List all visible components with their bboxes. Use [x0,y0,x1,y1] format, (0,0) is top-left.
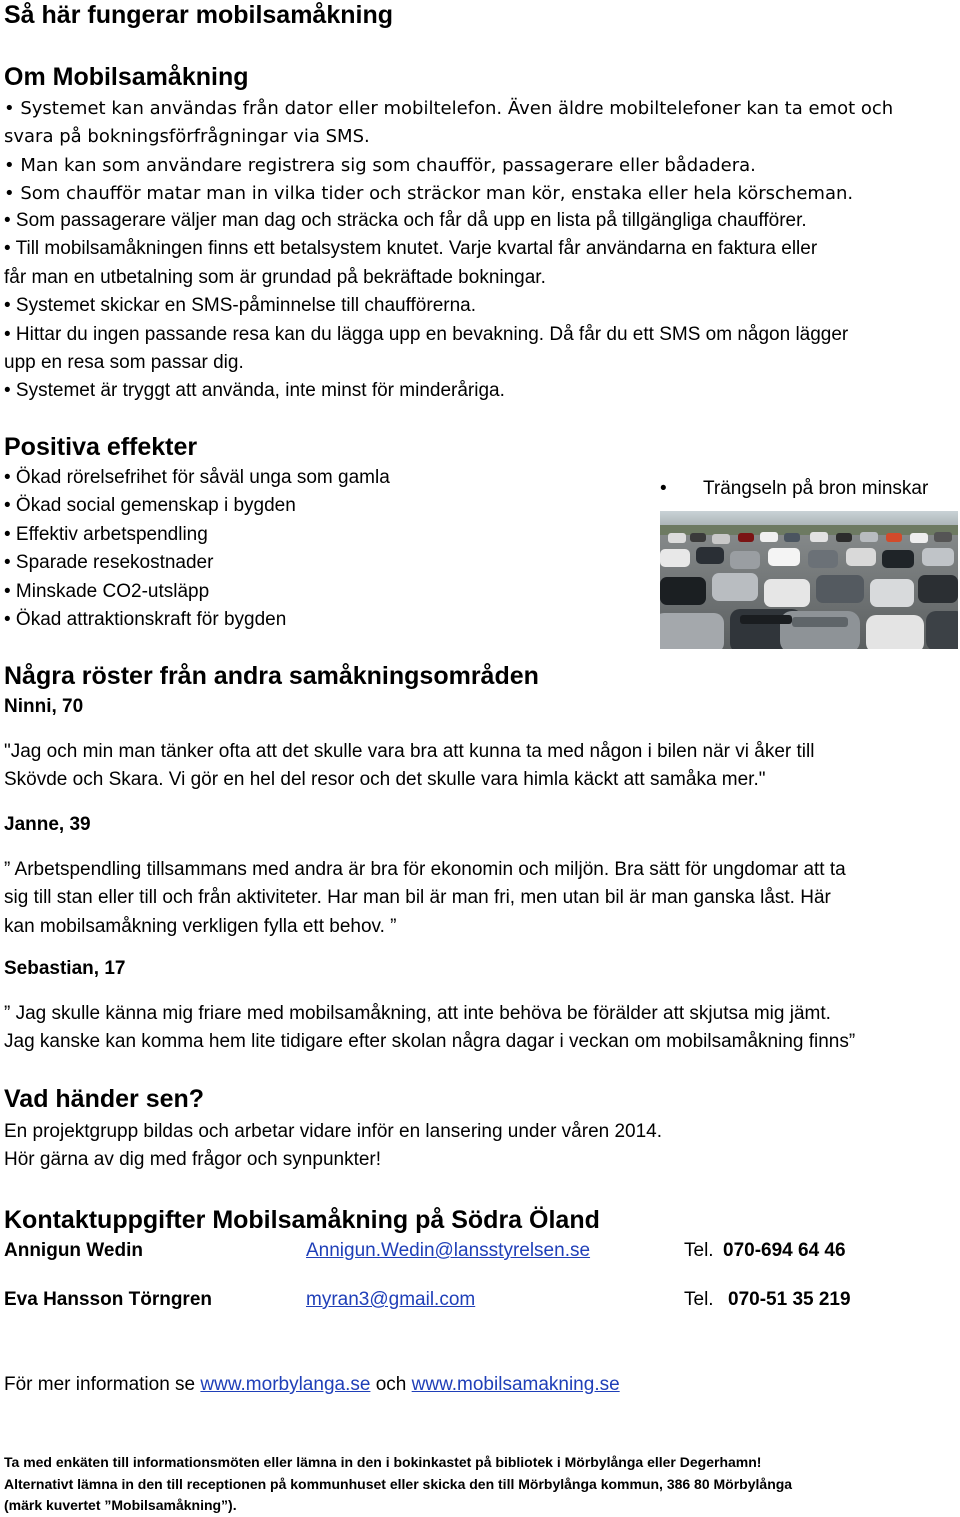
sen-text [4,1118,662,1175]
quote [4,1000,855,1057]
om-line: upp en resa som passar dig. [4,352,244,374]
person-name: Ninni, 70 [4,696,84,717]
om-heading: Om Mobilsamåkning [4,63,249,91]
om-line: • Man kan som användare registrera sig som chaufför, passagerare eller bådadera. [4,154,756,176]
om-line: • Som passagerare väljer man dag och sträcka och får då upp en lista på tillgängliga chaufförer. [4,210,807,231]
list-item: • Ökad social gemenskap i bygden [4,495,296,517]
quote-line: sig till stan eller till och från aktiviteter. Har man bil är man fri, men utan bil är man ganska låst. Här [4,887,831,909]
contact-tel-label: Tel. [684,1289,714,1310]
footer-note [4,1452,792,1517]
contact-name: Eva Hansson Törngren [4,1289,212,1310]
contact-tel: 070-694 64 46 [723,1240,846,1261]
person-name: Sebastian, 17 [4,958,126,979]
roster-heading: Några röster från andra samåkningsområden [4,662,539,690]
contact-tel: 070-51 35 219 [728,1289,851,1310]
om-line: • Till mobilsamåkningen finns ett betalsystem knutet. Varje kvartal får användarna en faktura eller [4,238,818,260]
positiva-heading: Positiva effekter [4,433,198,461]
om-section [4,95,893,209]
om-line: • Som chaufför matar man in vilka tider och sträckor man kör, enstaka eller hela körscheman. [4,183,854,205]
list-item: • Ökad rörelsefrihet för såväl unga som gamla [4,467,390,488]
om-line: • Hittar du ingen passande resa kan du lägga upp en bevakning. Då får du ett SMS om någon lägger [4,323,849,345]
mobilsamakning-link[interactable]: www.mobilsamakning.se [411,1374,620,1395]
positiva-list [4,464,390,634]
sen-heading: Vad händer sen? [4,1085,205,1113]
quote-line: ” Arbetspendling tillsammans med andra är bra för ekonomin och miljön. Bra sätt för ungdomar att ta [4,859,846,880]
page-title: Så här fungerar mobilsamåkning [4,1,393,29]
sen-line: Hör gärna av dig med frågor och synpunkter! [4,1149,382,1171]
morbylanga-link[interactable]: www.morbylanga.se [200,1374,371,1395]
quote [4,738,814,795]
quote-line: Skövde och Skara. Vi gör en hel del resor och det skulle vara himla käckt att samåka mer." [4,769,766,791]
quote [4,856,846,941]
person-name: Janne, 39 [4,814,91,835]
info-prefix: För mer information se [4,1374,196,1395]
om-line: får man en utbetalning som är grundad på bekräftade bokningar. [4,266,546,288]
kontakt-heading: Kontaktuppgifter Mobilsamåkning på Södra Öland [4,1206,600,1234]
footer-line: (märk kuvertet ”Mobilsamåkning”). [4,1497,237,1513]
contact-name: Annigun Wedin [4,1240,143,1261]
contact-email-link[interactable]: myran3@gmail.com [306,1289,476,1310]
om-line: • Systemet är tryggt att använda, inte minst för minderåriga. [4,380,505,402]
contact-tel-label: Tel. [684,1240,714,1261]
quote-line: "Jag och min man tänker ofta att det skulle vara bra att kunna ta med någon i bilen när vi åker till [4,741,815,762]
info-line [4,1371,620,1399]
list-item: • Effektiv arbetspendling [4,523,208,545]
contact-email-link[interactable]: Annigun.Wedin@lansstyrelsen.se [306,1240,591,1261]
info-middle: och [375,1374,407,1395]
footer-line: Alternativt lämna in den till receptionen på kommunhuset eller skicka den till Mörbylånga kommun, 386 80 Mörbylånga [4,1475,793,1492]
om-line: • Systemet kan användas från dator eller mobiltelefon. Även äldre mobiltelefoner kan ta emot och [4,98,894,119]
traffic-jam-photo [660,511,958,649]
quote-line: Jag kanske kan komma hem lite tidigare efter skolan några dagar i veckan om mobilsamåkning finns” [4,1031,856,1053]
om-section-2 [4,207,848,406]
side-item: Trängseln på bron minskar [703,478,929,499]
sen-line: En projektgrupp bildas och arbetar vidare inför en lansering under våren 2014. [4,1121,663,1142]
footer-line: Ta med enkäten till informationsmöten eller lämna in den i bokinkastet på bibliotek i Mörbylånga eller Degerhamn! [4,1454,762,1470]
quote-line: ” Jag skulle känna mig friare med mobilsamåkning, att inte behöva be förälder att skjutsa mig jämt. [4,1003,831,1024]
side-bullet: • [660,478,667,499]
om-line: svara på bokningsförfrågningar via SMS. [4,126,370,148]
om-line: • Systemet skickar en SMS-påminnelse till chaufförerna. [4,295,476,317]
list-item: • Sparade resekostnader [4,552,214,574]
quote-line: kan mobilsamåkning verkligen fylla ett behov. ” [4,915,397,937]
list-item: • Minskade CO2-utsläpp [4,580,210,602]
list-item: • Ökad attraktionskraft för bygden [4,609,287,631]
